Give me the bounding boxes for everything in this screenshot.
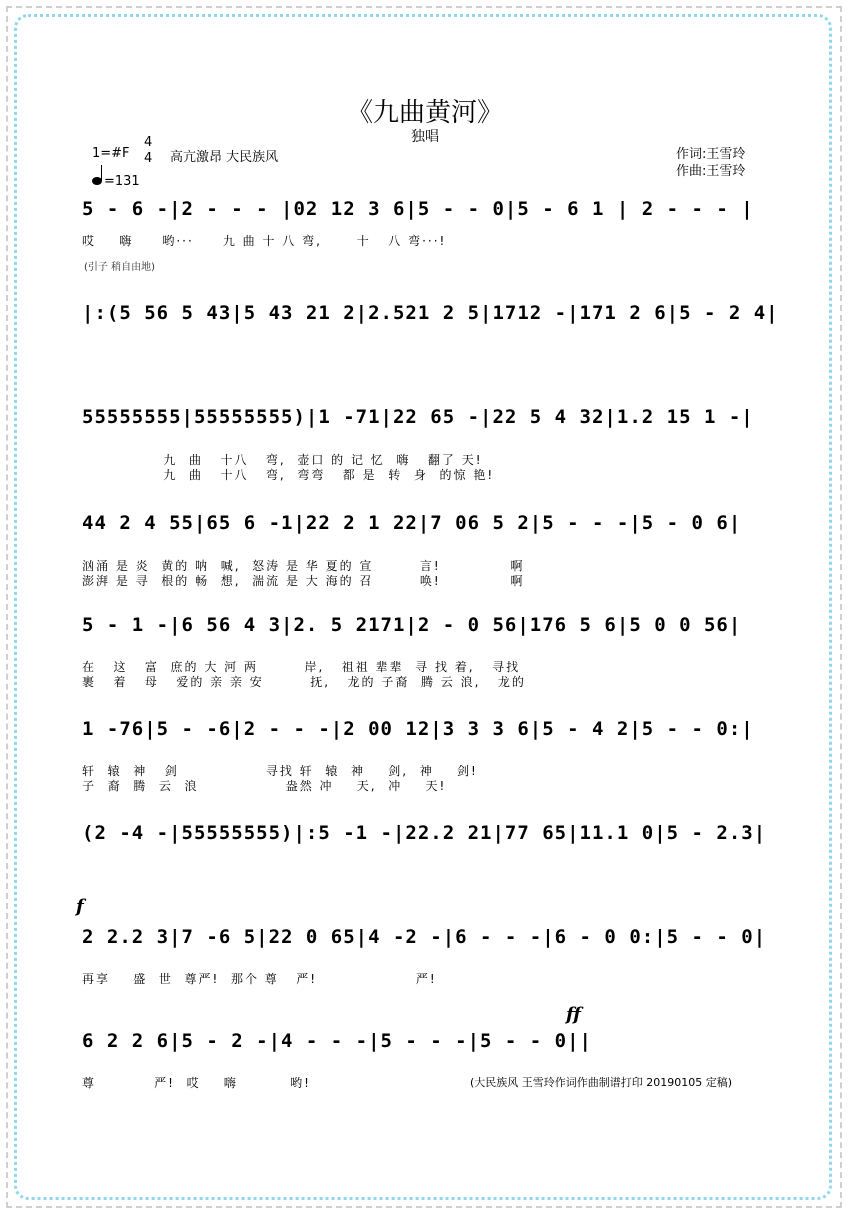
tempo-value: =131 [104, 174, 140, 189]
lyrics-line-4a: 汹涌 是 炎 黄的 呐 喊, 怒涛 是 华 夏的 宣 言! 啊 [82, 559, 525, 573]
score-row-4: 44 2 4 55|65 6 -1|22 2 1 22|7 06 5 2|5 - - -|5 - 0 6| [82, 512, 742, 534]
tempo-marking [92, 174, 140, 189]
key-signature: 1=#F [92, 146, 130, 161]
lyrics-line-5b: 裹 着 母 爱的 亲 亲 安 抚, 龙的 子裔 腾 云 浪, 龙的 [82, 675, 526, 689]
lyrics-line-3b: 九 曲 十八 弯, 弯弯 都 是 转 身 的惊 艳! [82, 468, 495, 482]
lyricist-credit: 作词:王雪玲 [676, 147, 746, 162]
meter-top: 4 [144, 135, 153, 150]
score-row-8: 2 2.2 3|7 -6 5|22 0 65|4 -2 -|6 - - -|6 - 0 0:|5 - - 0| [82, 926, 767, 948]
lyrics-line-4b: 澎湃 是 寻 根的 畅 想, 湍流 是 大 海的 召 唤! 啊 [82, 574, 525, 588]
page-lace-border [14, 14, 832, 1200]
score-row-2: |:(5 56 5 43|5 43 21 2|2.521 2 5|1712 -|171 2 6|5 - 2 4| [82, 302, 779, 324]
song-title: 《九曲黄河》 [346, 98, 503, 128]
quarter-note-icon [92, 177, 102, 185]
footer-remark: (大民族风 王雪玲作词作曲制谱打印 20190105 定稿) [470, 1076, 733, 1089]
score-row-5: 5 - 1 -|6 56 4 3|2. 5 2171|2 - 0 56|176 5 6|5 0 0 56| [82, 614, 742, 636]
score-row-7: (2 -4 -|55555555)|:5 -1 -|22.2 21|77 65|11.1 0|5 - 2.3| [82, 822, 767, 844]
style-marking: 高亢激昂 大民族风 [170, 150, 279, 165]
lyrics-line-5a: 在 这 富 庶的 大 河 两 岸, 祖祖 辈辈 寻 找 着, 寻找 [82, 660, 521, 674]
score-row-9: 6 2 2 6|5 - 2 -|4 - - -|5 - - -|5 - - 0|| [82, 1030, 592, 1052]
song-subtitle: 独唱 [411, 129, 439, 145]
score-row-6: 1 -76|5 - -6|2 - - -|2 00 12|3 3 3 6|5 - 4 2|5 - - 0:| [82, 718, 754, 740]
lyrics-line-3a: 九 曲 十八 弯, 壶口 的 记 忆 嗨 翻了 天! [82, 453, 483, 467]
dynamic-forte: f [76, 896, 84, 917]
intro-remark: (引子 稍自由地) [84, 262, 155, 273]
lyrics-line-9: 尊 严! 哎 嗨 哟! [82, 1076, 311, 1090]
time-signature [144, 135, 152, 167]
composer-credit: 作曲:王雪玲 [676, 164, 746, 179]
score-row-1: 5 - 6 -|2 - - - |02 12 3 6|5 - - 0|5 - 6 1 | 2 - - - | [82, 198, 754, 220]
lyrics-line-6b: 子 裔 腾 云 浪 盎然 冲 天, 冲 天! [82, 779, 447, 793]
lyrics-line-1: 哎 嗨 哟··· 九 曲 十 八 弯, 十 八 弯···! [82, 234, 447, 248]
score-row-3: 55555555|55555555)|1 -71|22 65 -|22 5 4 32|1.2 15 1 -| [82, 406, 754, 428]
lyrics-line-6a: 轩 辕 神 剑 寻找 轩 辕 神 剑, 神 剑! [82, 764, 478, 778]
lyrics-line-8: 再享 盛 世 尊严! 那个 尊 严! 严! [82, 972, 437, 986]
meter-bottom: 4 [144, 151, 153, 166]
dynamic-fortissimo: ff [566, 1004, 581, 1025]
